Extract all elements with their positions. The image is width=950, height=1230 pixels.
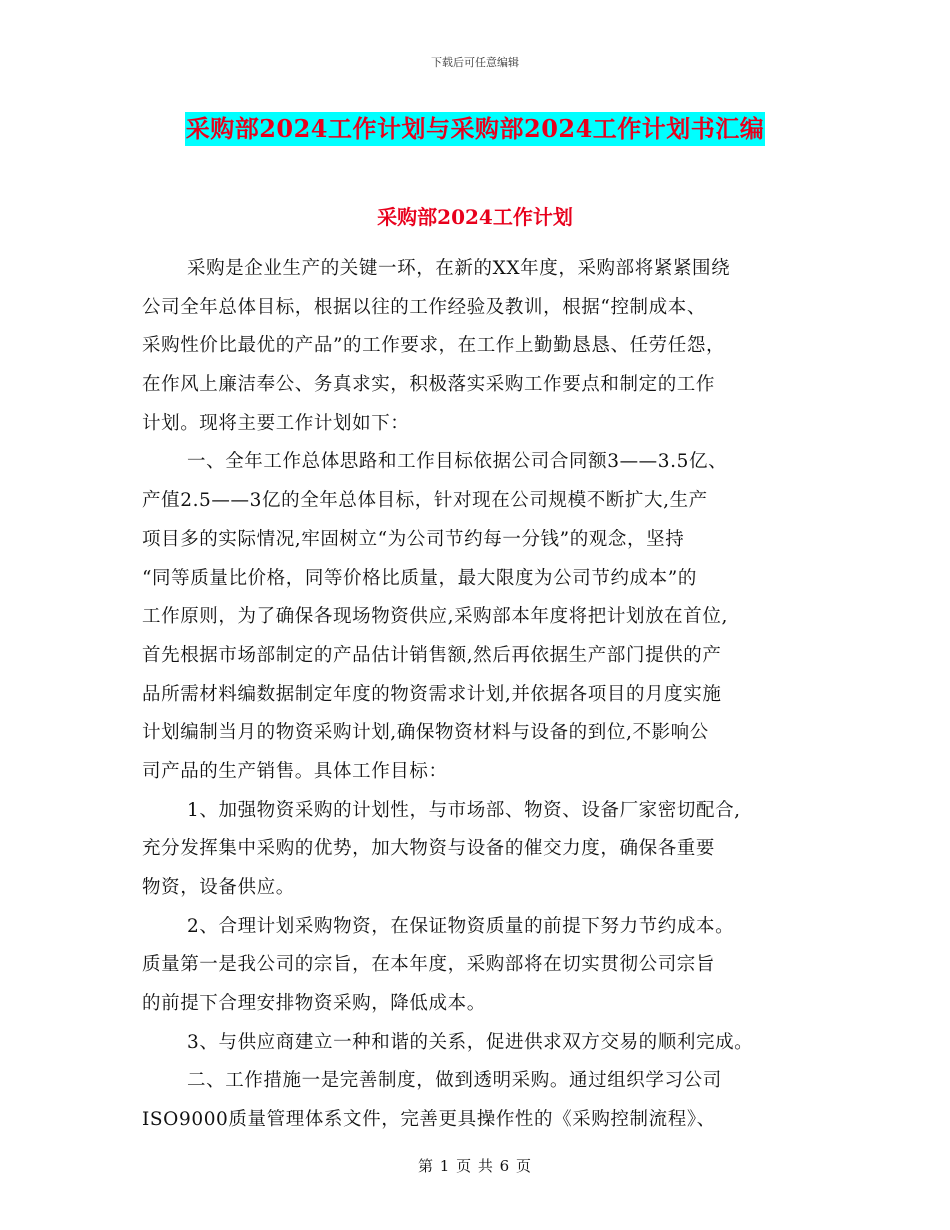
body-text xyxy=(142,250,832,1140)
body-line: 充分发挥集中采购的优势，加大物资与设备的催交力度，确保各重要 xyxy=(142,838,716,860)
body-line: 3、与供应商建立一种和谐的关系，促进供求双方交易的顺利完成。 xyxy=(187,1031,754,1053)
body-line: ISO9000质量管理体系文件，完善更具操作性的《采购控制流程》、 xyxy=(142,1109,716,1131)
body-line: “同等质量比价格，同等价格比质量，最大限度为公司节约成本”的 xyxy=(142,567,697,589)
body-line: 二、工作措施一是完善制度，做到透明采购。通过组织学习公司 xyxy=(187,1070,722,1092)
body-line: 工作原则，为了确保各现场物资供应,采购部本年度将把计划放在首位, xyxy=(142,606,728,628)
body-line: 物资，设备供应。 xyxy=(142,877,295,898)
page-number: 第 1 页 共 6 页 xyxy=(418,1157,532,1175)
body-line: 计划。现将主要工作计划如下： xyxy=(142,412,410,434)
document-title xyxy=(0,112,950,146)
body-line: 在作风上廉洁奉公、务真求实，积极落实采购工作要点和制定的工作 xyxy=(142,374,716,396)
body-line: 首先根据市场部制定的产品估计销售额,然后再依据生产部门提供的产 xyxy=(142,644,722,666)
body-line: 采购是企业生产的关键一环，在新的XX年度，采购部将紧紧围绕 xyxy=(187,258,731,279)
body-line: 品所需材料编数据制定年度的物资需求计划,并依据各项目的月度实施 xyxy=(142,683,722,705)
body-line: 1、加强物资采购的计划性，与市场部、物资、设备厂家密切配合, xyxy=(187,799,741,821)
body-line: 产值2.5——3亿的全年总体目标，针对现在公司规模不断扩大,生产 xyxy=(142,490,708,512)
section-title: 采购部2024工作计划 xyxy=(377,205,573,229)
body-line: 项目多的实际情况,牢固树立“为公司节约每一分钱”的观念，坚持 xyxy=(142,528,685,550)
body-line: 司产品的生产销售。具体工作目标： xyxy=(142,760,448,782)
body-line: 公司全年总体目标，根据以往的工作经验及教训，根据“控制成本、 xyxy=(142,296,706,318)
body-line: 的前提下合理安排物资采购，降低成本。 xyxy=(142,993,486,1015)
document-title-text: 采购部2024工作计划与采购部2024工作计划书汇编 xyxy=(185,112,766,146)
body-line: 一、全年工作总体思路和工作目标依据公司合同额3——3.5亿、 xyxy=(187,451,728,473)
body-line: 质量第一是我公司的宗旨，在本年度，采购部将在切实贯彻公司宗旨 xyxy=(142,954,716,976)
header-note: 下载后可任意编辑 xyxy=(431,56,519,69)
body-line: 采购性价比最优的产品”的工作要求，在工作上勤勤恳恳、任劳任怨， xyxy=(142,335,726,357)
body-line: 2、合理计划采购物资，在保证物资质量的前提下努力节约成本。 xyxy=(187,915,735,937)
body-line: 计划编制当月的物资采购计划,确保物资材料与设备的到位,不影响公 xyxy=(142,722,709,744)
